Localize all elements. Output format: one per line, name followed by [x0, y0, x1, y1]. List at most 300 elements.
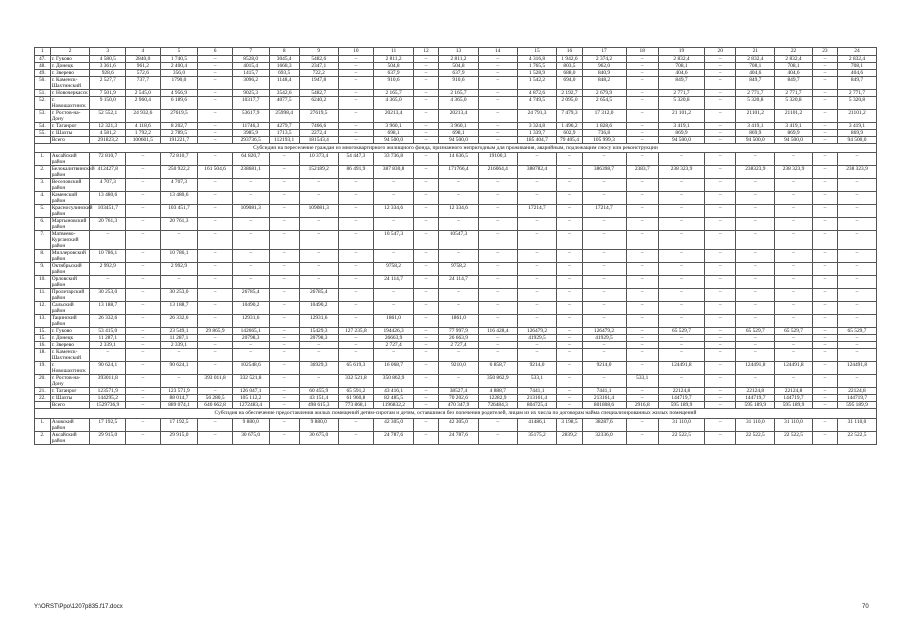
table-row [35, 335, 877, 342]
table-row [35, 315, 877, 328]
table-cell: – [232, 342, 269, 349]
table-cell: – [478, 289, 517, 302]
table-cell: 2 771,7 [658, 90, 704, 97]
row-number: 4. [35, 192, 51, 205]
table-cell: – [626, 97, 658, 110]
table-cell: – [517, 218, 557, 231]
column-number: 8 [269, 48, 299, 56]
table-cell: 804725,4 [517, 402, 557, 409]
table-cell: – [658, 218, 704, 231]
table-cell: 144719,7 [775, 395, 813, 402]
table-cell: – [812, 153, 837, 166]
row-number: 3. [35, 179, 51, 192]
table-cell: 35175,2 [517, 431, 557, 444]
table-cell: 65 529,7 [736, 328, 775, 335]
table-cell: – [413, 315, 438, 328]
table-cell: 9758,2 [374, 263, 414, 276]
table-cell: – [517, 153, 557, 166]
municipality-name: г. Гуково [50, 56, 90, 63]
table-cell: – [338, 263, 374, 276]
table-cell: 5 320,8 [837, 97, 876, 110]
table-cell: 869,9 [775, 130, 813, 137]
table-cell: – [626, 231, 658, 250]
table-cell: – [160, 231, 198, 250]
table-cell: – [582, 231, 626, 250]
table-cell: – [705, 90, 736, 97]
table-cell: – [557, 342, 582, 349]
table-cell: 24 791,3 [517, 110, 557, 123]
table-cell: 30 253,0 [160, 289, 198, 302]
table-cell: 65 529,7 [658, 328, 704, 335]
table-cell: – [413, 205, 438, 218]
table-row [35, 192, 877, 205]
table-cell: 27619,5 [160, 110, 198, 123]
table-cell: 56 280,5 [198, 395, 233, 402]
table-cell: – [705, 153, 736, 166]
table-cell: – [338, 179, 374, 192]
table-cell: – [198, 63, 233, 70]
table-cell: – [775, 153, 813, 166]
table-cell: 1713,5 [269, 130, 299, 137]
table-cell: 7441,1 [517, 388, 557, 395]
table-cell: 191221,7 [160, 137, 198, 144]
table-cell: 88 014,7 [160, 395, 198, 402]
table-cell: 698,1 [374, 130, 414, 137]
table-cell: 9210,0 [439, 362, 479, 375]
table-cell: 61 960,8 [338, 395, 374, 402]
table-cell: – [775, 231, 813, 250]
table-cell: 15429,3 [299, 328, 338, 335]
table-cell: – [126, 231, 161, 250]
table-cell: – [736, 342, 775, 349]
table-cell: 572,6 [126, 70, 161, 77]
table-cell: 387 830,8 [374, 166, 414, 179]
table-cell: – [413, 179, 438, 192]
table-cell: – [557, 218, 582, 231]
table-cell: 123 571,9 [160, 388, 198, 395]
table-cell: 4 118,6 [126, 123, 161, 130]
table-cell: – [557, 402, 582, 409]
table-cell: 20798,3 [232, 335, 269, 342]
table-cell: – [413, 395, 438, 402]
table-cell: – [557, 302, 582, 315]
table-cell: 1196832,2 [374, 402, 414, 409]
municipality-name: Азовский район [50, 418, 90, 431]
table-cell: 2 771,7 [837, 90, 876, 97]
table-cell: – [582, 179, 626, 192]
table-cell: 24 114,7 [439, 276, 479, 289]
table-cell: 504,8 [439, 63, 479, 70]
table-cell: – [812, 335, 837, 342]
table-cell: 12 334,6 [439, 205, 479, 218]
table-cell: 20 761,3 [160, 218, 198, 231]
row-number: 22. [35, 395, 51, 402]
table-cell: – [413, 402, 438, 409]
table-cell: 910,6 [374, 77, 414, 90]
table-row [35, 153, 877, 166]
table-cell: 54 447,3 [338, 153, 374, 166]
table-cell: – [198, 179, 233, 192]
table-cell: – [705, 123, 736, 130]
table-cell: – [837, 153, 876, 166]
municipality-name: г. Таганрог [50, 123, 90, 130]
table-cell: – [658, 231, 704, 250]
table-cell: – [557, 250, 582, 263]
table-cell: – [126, 289, 161, 302]
table-cell: – [517, 192, 557, 205]
table-cell: 708,1 [775, 63, 813, 70]
table-cell: 185 404,7 [517, 137, 557, 144]
table-row [35, 218, 877, 231]
table-cell: 30 675,0 [232, 431, 269, 444]
table-cell: – [626, 395, 658, 402]
table-cell: – [198, 97, 233, 110]
table-cell: – [413, 431, 438, 444]
table-cell: – [837, 192, 876, 205]
table-cell: 79 405,4 [557, 137, 582, 144]
column-number: 17 [582, 48, 626, 56]
table-cell: 238681,1 [232, 166, 269, 179]
table-cell: 688,0 [557, 70, 582, 77]
table-cell: – [626, 342, 658, 349]
table-cell: 25998,4 [269, 110, 299, 123]
table-cell: 72 810,7 [160, 153, 198, 166]
row-number: 18. [35, 349, 51, 362]
table-cell: 30 675,0 [299, 431, 338, 444]
table-cell: – [413, 153, 438, 166]
table-cell: – [413, 130, 438, 137]
table-cell: – [413, 231, 438, 250]
table-cell: – [557, 153, 582, 166]
table-cell: – [736, 153, 775, 166]
table-cell: – [374, 250, 414, 263]
table-cell: – [299, 179, 338, 192]
table-cell: – [198, 130, 233, 137]
table-cell: – [775, 250, 813, 263]
table-cell: 404,6 [775, 70, 813, 77]
table-cell: – [126, 395, 161, 402]
row-number: 55. [35, 130, 51, 137]
table-cell: – [198, 263, 233, 276]
municipality-name: г. Шахты [50, 395, 90, 402]
table-cell: 2 400,4 [160, 63, 198, 70]
table-cell: 10490,2 [299, 302, 338, 315]
row-number: 20. [35, 375, 51, 388]
table-cell: – [269, 179, 299, 192]
table-cell: – [736, 375, 775, 388]
table-cell: – [439, 375, 479, 388]
table-cell: – [812, 205, 837, 218]
table-cell: – [736, 192, 775, 205]
table-row [35, 90, 877, 97]
table-cell: – [582, 302, 626, 315]
column-number: 3 [90, 48, 126, 56]
table-cell: 2347,1 [299, 63, 338, 70]
table-cell: – [413, 276, 438, 289]
table-cell: 3 960,1 [374, 123, 414, 130]
table-cell: – [338, 77, 374, 90]
table-cell: 1861,0 [374, 315, 414, 328]
table-cell: – [478, 335, 517, 342]
table-cell: – [517, 231, 557, 250]
table-cell: – [582, 218, 626, 231]
table-cell: – [478, 110, 517, 123]
table-cell: – [269, 335, 299, 342]
table-cell: 144295,2 [90, 395, 126, 402]
table-cell: 216064,4 [478, 166, 517, 179]
table-cell: 602,9 [557, 130, 582, 137]
table-cell: – [812, 130, 837, 137]
table-cell: – [557, 335, 582, 342]
column-number: 19 [658, 48, 704, 56]
table-cell: 21101,2 [775, 110, 813, 123]
table-cell: – [269, 375, 299, 388]
table-cell: 9214,0 [517, 362, 557, 375]
column-number: 1 [35, 48, 51, 56]
table-cell: – [413, 263, 438, 276]
table-cell: 869,9 [837, 130, 876, 137]
table-cell: 22 522,5 [775, 431, 813, 444]
table-cell: 38287,6 [582, 418, 626, 431]
table-cell: – [439, 302, 479, 315]
table-cell: 1947,8 [299, 77, 338, 90]
table-cell: 43 151,4 [299, 395, 338, 402]
table-cell: – [705, 192, 736, 205]
table-cell: 2272,4 [299, 130, 338, 137]
table-cell: 3 361,6 [90, 63, 126, 70]
row-number [35, 402, 51, 409]
data-table [34, 47, 877, 445]
table-cell: – [705, 342, 736, 349]
table-row [35, 431, 877, 444]
table-cell: – [736, 205, 775, 218]
table-cell: – [517, 289, 557, 302]
table-cell: – [198, 362, 233, 375]
table-cell: – [126, 342, 161, 349]
table-cell: – [557, 362, 582, 375]
column-number: 15 [517, 48, 557, 56]
row-number: 47. [35, 56, 51, 63]
table-cell: – [198, 302, 233, 315]
table-cell: – [338, 315, 374, 328]
table-cell: – [626, 418, 658, 431]
table-cell: 1272483,4 [232, 402, 269, 409]
municipality-name: Аксайский район [50, 431, 90, 444]
table-cell: – [232, 218, 269, 231]
table-cell: – [658, 302, 704, 315]
table-cell: – [269, 402, 299, 409]
table-cell: – [582, 289, 626, 302]
table-cell: 470 347,9 [439, 402, 479, 409]
table-cell: 161 504,6 [198, 166, 233, 179]
table-cell: 2 992,9 [90, 263, 126, 276]
table-cell: – [198, 153, 233, 166]
table-cell: 53617,9 [232, 110, 269, 123]
table-row [35, 97, 877, 110]
table-cell: – [269, 395, 299, 402]
table-cell: 1 339,7 [517, 130, 557, 137]
table-cell: – [736, 276, 775, 289]
table-cell: – [478, 97, 517, 110]
table-cell: – [198, 192, 233, 205]
table-cell: 213161,4 [517, 395, 557, 402]
table-cell: – [705, 110, 736, 123]
table-cell: – [837, 218, 876, 231]
table-cell: – [557, 276, 582, 289]
table-cell: – [338, 205, 374, 218]
table-cell: – [812, 388, 837, 395]
table-cell: 65 529,7 [775, 328, 813, 335]
table-cell: – [232, 179, 269, 192]
table-cell: – [198, 90, 233, 97]
table-cell: 13 188,7 [160, 302, 198, 315]
column-number: 23 [812, 48, 837, 56]
table-cell: – [160, 349, 198, 362]
table-cell: 4 707,3 [90, 179, 126, 192]
table-cell: 840,9 [582, 70, 626, 77]
table-cell: – [626, 179, 658, 192]
table-cell: – [269, 250, 299, 263]
table-cell: – [705, 335, 736, 342]
municipality-name: г. Зверево [50, 70, 90, 77]
table-cell: – [232, 276, 269, 289]
table-cell: – [338, 342, 374, 349]
table-cell: – [517, 276, 557, 289]
table-cell: – [775, 263, 813, 276]
table-cell: 498 615,3 [299, 402, 338, 409]
table-cell: – [232, 250, 269, 263]
municipality-name: Красносулинский район [51, 205, 93, 218]
table-cell: – [439, 289, 479, 302]
row-number [35, 137, 51, 144]
table-cell: 4 888,7 [478, 388, 517, 395]
table-cell: 21101,2 [837, 110, 876, 123]
column-number: 24 [837, 48, 876, 56]
table-cell: 2 374,2 [582, 56, 626, 63]
table-cell: 2 832,4 [736, 56, 775, 63]
column-number: 14 [478, 48, 517, 56]
row-number: 1. [35, 418, 51, 431]
table-cell: – [413, 70, 438, 77]
table-cell: 404,6 [658, 70, 704, 77]
table-cell: 694,0 [557, 77, 582, 90]
table-cell: 595 189,9 [775, 402, 813, 409]
table-cell: – [626, 388, 658, 395]
table-cell: 350 862,9 [478, 375, 517, 388]
table-cell: 126479,2 [582, 328, 626, 335]
table-cell: 910,6 [439, 77, 479, 90]
column-number: 22 [775, 48, 813, 56]
table-cell: – [812, 402, 837, 409]
table-cell: 2383,7 [626, 166, 658, 179]
table-cell: – [557, 263, 582, 276]
table-cell: – [557, 166, 582, 179]
table-cell: – [658, 250, 704, 263]
table-cell: 4279,7 [269, 123, 299, 130]
table-cell: – [658, 263, 704, 276]
table-cell: 9 880,0 [299, 418, 338, 431]
table-cell: 2 992,9 [160, 263, 198, 276]
table-cell: – [812, 395, 837, 402]
table-cell: – [837, 349, 876, 362]
table-cell: – [269, 205, 299, 218]
table-cell: – [775, 179, 813, 192]
table-cell: 8528,0 [232, 56, 269, 63]
table-cell: – [517, 342, 557, 349]
table-cell: – [269, 153, 299, 166]
table-cell: – [126, 362, 161, 375]
table-cell: 1148,4 [269, 77, 299, 90]
table-cell: – [626, 362, 658, 375]
table-cell: 31 110,0 [736, 418, 775, 431]
table-cell: – [517, 179, 557, 192]
table-cell: – [557, 395, 582, 402]
table-cell: 388782,4 [517, 166, 557, 179]
table-cell: – [338, 231, 374, 250]
table-cell: – [90, 231, 126, 250]
table-cell: 1 942,6 [557, 56, 582, 63]
table-cell: – [582, 315, 626, 328]
table-cell: 3045,4 [269, 56, 299, 63]
table-cell: – [478, 123, 517, 130]
table-cell: – [626, 250, 658, 263]
table-cell: 3 198,5 [557, 418, 582, 431]
table-cell: 2 545,0 [126, 90, 161, 97]
table-cell: – [775, 289, 813, 302]
table-cell: – [775, 375, 813, 388]
table-cell: 238 323,9 [837, 166, 876, 179]
table-cell: – [413, 77, 438, 90]
municipality-name: г. Новочеркасск [50, 90, 90, 97]
table-cell: – [299, 276, 338, 289]
table-cell: 181543,4 [299, 137, 338, 144]
municipality-name: г. Зверево [50, 342, 90, 349]
table-cell: 595 189,9 [837, 402, 876, 409]
table-cell: – [658, 342, 704, 349]
table-cell: 11746,3 [232, 123, 269, 130]
table-cell: 1 528,9 [517, 70, 557, 77]
table-cell: 24 114,7 [374, 276, 414, 289]
table-cell: – [837, 179, 876, 192]
table-cell: – [658, 315, 704, 328]
table-cell: 5 320,8 [736, 97, 775, 110]
municipality-name: г. Гуково [50, 328, 90, 335]
table-cell: – [90, 276, 126, 289]
table-cell: – [626, 276, 658, 289]
table-cell: – [198, 349, 233, 362]
column-number: 12 [413, 48, 438, 56]
table-cell: 5 320,8 [775, 97, 813, 110]
table-cell: – [837, 231, 876, 250]
column-number: 9 [299, 48, 338, 56]
table-cell: – [517, 263, 557, 276]
table-cell: – [658, 205, 704, 218]
table-cell: 640 662,8 [198, 402, 233, 409]
table-cell: – [626, 90, 658, 97]
table-cell: – [517, 302, 557, 315]
table-cell: 109081,3 [299, 205, 338, 218]
table-cell: 14 636,5 [439, 153, 479, 166]
table-cell: 6 858,7 [478, 362, 517, 375]
table-row [35, 123, 877, 130]
column-number: 2 [50, 48, 90, 56]
table-cell: 238323,9 [736, 166, 775, 179]
municipality-name: Пролетарский район [50, 289, 90, 302]
table-cell: 4015,4 [232, 63, 269, 70]
table-cell: – [478, 231, 517, 250]
table-row [35, 395, 877, 402]
table-cell: – [198, 250, 233, 263]
